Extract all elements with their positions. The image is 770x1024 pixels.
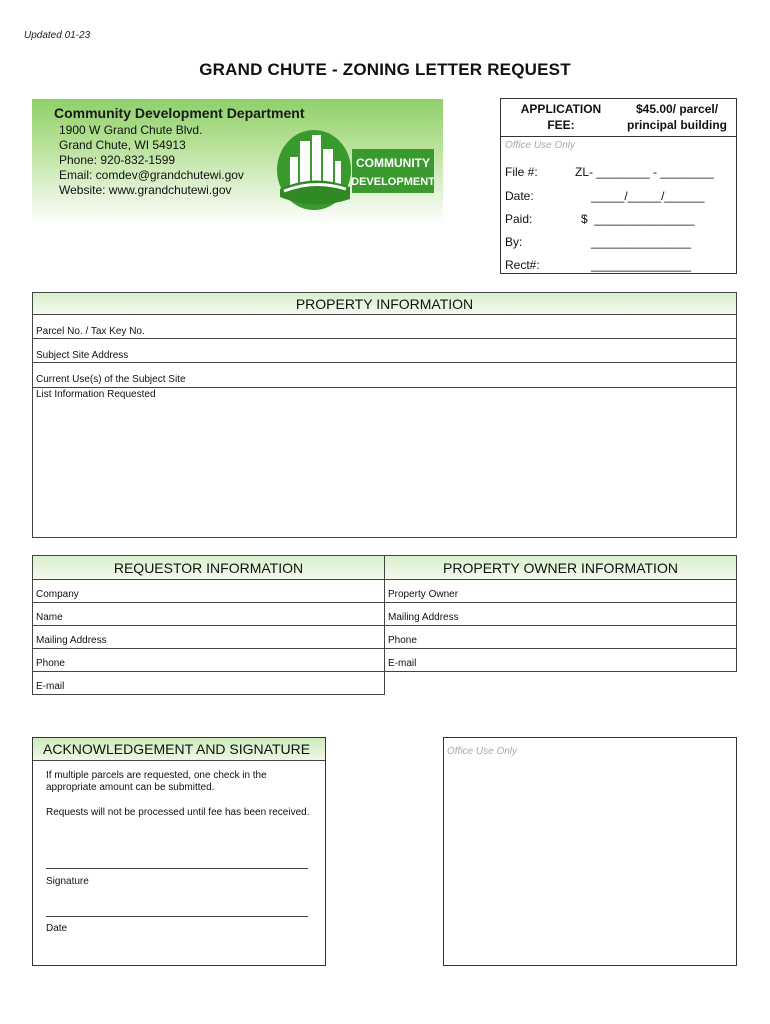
signature-label: Signature xyxy=(46,876,89,887)
logo-text-line2: DEVELOPMENT xyxy=(351,176,435,188)
receipt-label: Rect#: xyxy=(505,258,540,272)
application-fee-value xyxy=(617,101,737,133)
office-use-only-label: Office Use Only xyxy=(505,140,576,151)
by-label: By: xyxy=(505,235,523,249)
parcel-number-field[interactable]: Parcel No. / Tax Key No. xyxy=(33,315,736,339)
property-owner-information-header: PROPERTY OWNER INFORMATION xyxy=(385,556,736,580)
acknowledgement-divider xyxy=(33,760,325,761)
owner-mailing-address-field[interactable]: Mailing Address xyxy=(385,603,736,626)
acknowledgement-header: ACKNOWLEDGEMENT AND SIGNATURE xyxy=(33,738,325,760)
requestor-information-section xyxy=(32,555,385,695)
department-website: Website: www.grandchutewi.gov xyxy=(59,183,232,197)
signature-date-label: Date xyxy=(46,923,68,934)
date-label: Date: xyxy=(505,189,534,203)
fee-value-line2: principal building xyxy=(627,118,727,132)
department-email: Email: comdev@grandchutewi.gov xyxy=(59,168,244,182)
fee-value-line1: $45.00/ parcel/ xyxy=(635,102,719,116)
application-fee-label xyxy=(501,101,621,133)
paid-field[interactable]: $ _______________ xyxy=(581,212,695,226)
multiple-parcels-note xyxy=(46,770,267,794)
fee-label-line1: APPLICATION xyxy=(520,102,602,116)
owner-email-field[interactable]: E-mail xyxy=(388,658,417,669)
department-address-line1: 1900 W Grand Chute Blvd. xyxy=(59,123,203,137)
department-header xyxy=(32,99,443,225)
file-number-field[interactable]: ZL- ________ - ________ xyxy=(575,165,714,179)
office-use-only-box-label: Office Use Only xyxy=(447,746,518,757)
fee-divider xyxy=(501,136,736,137)
fee-required-note: Requests will not be processed until fee has been received. xyxy=(46,807,310,818)
requestor-mailing-address-field[interactable]: Mailing Address xyxy=(33,626,384,649)
paid-label: Paid: xyxy=(505,212,533,226)
owner-phone-field[interactable]: Phone xyxy=(385,626,736,649)
requestor-information-header: REQUESTOR INFORMATION xyxy=(33,556,384,580)
office-use-box xyxy=(443,737,737,966)
requestor-company-field[interactable]: Company xyxy=(33,580,384,603)
multiple-parcels-note-line1: If multiple parcels are requested, one check in the xyxy=(46,770,267,781)
fee-box xyxy=(500,98,737,274)
subject-site-address-field[interactable]: Subject Site Address xyxy=(33,339,736,363)
signature-line[interactable] xyxy=(46,868,308,869)
receipt-field[interactable]: _______________ xyxy=(591,258,692,272)
requestor-phone-field[interactable]: Phone xyxy=(33,649,384,672)
updated-date: Updated 01-23 xyxy=(24,30,91,41)
date-field[interactable]: _____/_____/______ xyxy=(591,189,705,203)
logo-text-line1: COMMUNITY xyxy=(356,156,430,170)
page-title: GRAND CHUTE - ZONING LETTER REQUEST xyxy=(199,60,571,79)
property-owner-information-section xyxy=(384,555,737,672)
requestor-email-field[interactable]: E-mail xyxy=(36,681,65,692)
department-address-line2: Grand Chute, WI 54913 xyxy=(59,138,186,152)
current-use-field[interactable]: Current Use(s) of the Subject Site xyxy=(36,374,186,385)
information-requested-field[interactable]: List Information Requested xyxy=(33,387,736,537)
department-phone: Phone: 920-832-1599 xyxy=(59,153,176,167)
property-information-header: PROPERTY INFORMATION xyxy=(33,293,736,315)
property-information-section xyxy=(32,292,737,538)
requestor-name-field[interactable]: Name xyxy=(33,603,384,626)
department-name: Community Development Department xyxy=(54,105,305,121)
community-development-logo-icon xyxy=(276,127,436,212)
requestor-owner-section xyxy=(32,555,737,695)
date-signature-line[interactable] xyxy=(46,916,308,917)
file-number-label: File #: xyxy=(505,165,538,179)
multiple-parcels-note-line2: appropriate amount can be submitted. xyxy=(46,782,215,793)
property-owner-field[interactable]: Property Owner xyxy=(385,580,736,603)
fee-label-line2: FEE: xyxy=(547,118,575,132)
by-field[interactable]: _______________ xyxy=(591,235,692,249)
